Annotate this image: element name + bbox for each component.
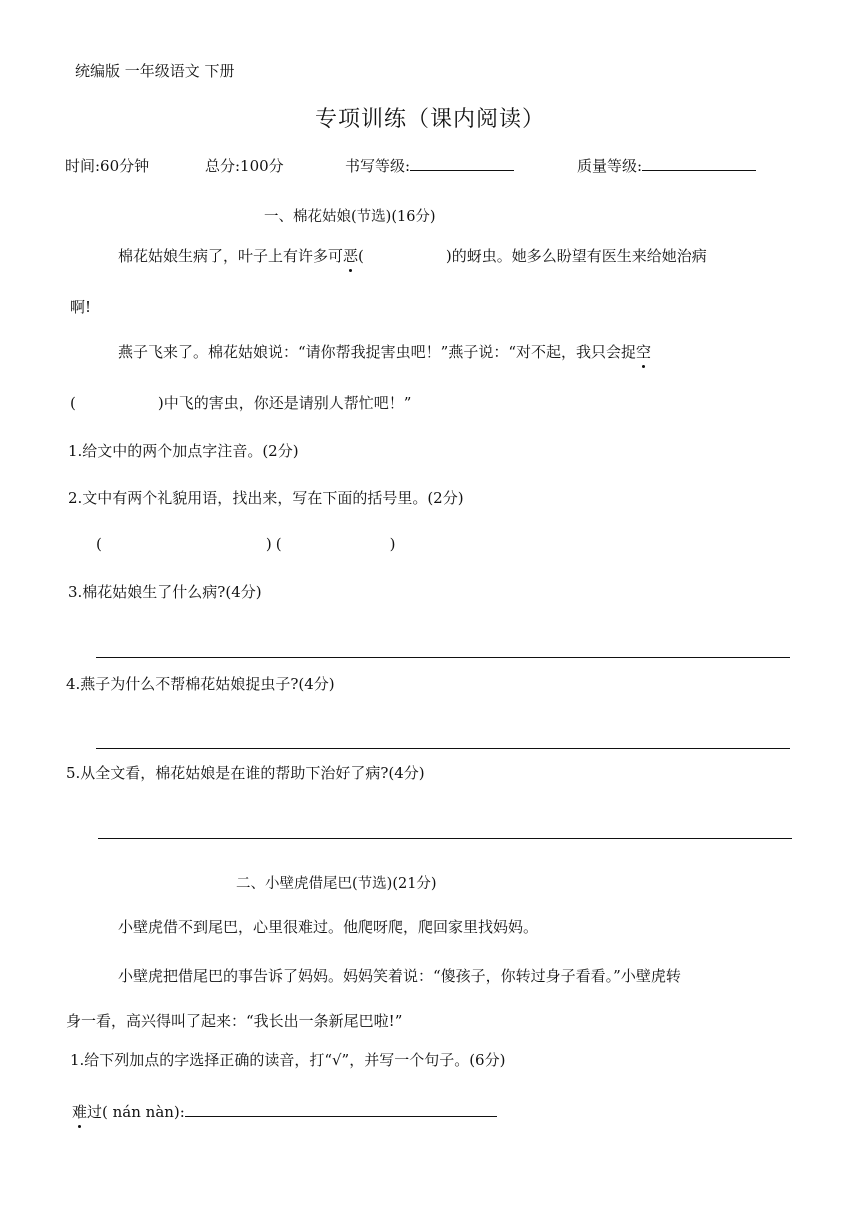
section2-heading: 二、小壁虎借尾巴(节选)(21分): [236, 876, 437, 892]
section1-paragraph1-line2: 啊!: [70, 298, 92, 316]
section1-question1: 1.给文中的两个加点字注音。(2分): [68, 442, 299, 460]
writing-grade-field: [345, 155, 514, 176]
section2-item-nanguo: 难过( nán nàn):: [72, 1101, 497, 1122]
total-score-label: 总分:100分: [205, 157, 284, 175]
section2-paragraph2-line2: 身一看，高兴得叫了起来：“我长出一条新尾巴啦!”: [66, 1012, 403, 1030]
section1-question2: 2.文中有两个礼貌用语，找出来，写在下面的括号里。(2分): [68, 489, 464, 507]
q4-answer-line[interactable]: [96, 748, 790, 749]
edition-label: 统编版 一年级语文 下册: [75, 62, 235, 80]
quality-grade-label: 质量等级:: [577, 157, 643, 175]
q3-answer-line[interactable]: [96, 657, 790, 658]
q2-answer-parens: ( ) ( ): [96, 535, 396, 553]
writing-grade-blank[interactable]: [410, 156, 514, 171]
section1-paragraph1-line1: 棉花姑娘生病了，叶子上有许多可恶( )的蚜虫。她多么盼望有医生来给她治病: [118, 247, 707, 265]
section2-question1: 1.给下列加点的字选择正确的读音，打“√”，并写一个句子。(6分): [70, 1051, 506, 1069]
section1-question3: 3.棉花姑娘生了什么病?(4分): [68, 583, 262, 601]
dotted-char-kong: 空: [636, 343, 652, 361]
dotted-char-nan: 难: [72, 1103, 88, 1121]
writing-grade-label: 书写等级:: [345, 157, 411, 175]
section1-paragraph2-line1: 燕子飞来了。棉花姑娘说：“请你帮我捉害虫吧！”燕子说：“对不起，我只会捉空: [118, 343, 652, 361]
section1-question5: 5.从全文看，棉花姑娘是在谁的帮助下治好了病?(4分): [66, 764, 425, 782]
q5-answer-line[interactable]: [98, 838, 792, 839]
section1-question4: 4.燕子为什么不帮棉花姑娘捉虫子?(4分): [66, 675, 335, 693]
page-title: 专项训练（课内阅读）: [314, 107, 545, 132]
dotted-char-e: 恶: [343, 247, 359, 265]
section2-paragraph1: 小壁虎借不到尾巴，心里很难过。他爬呀爬，爬回家里找妈妈。: [118, 918, 539, 936]
section2-paragraph2-line1: 小壁虎把借尾巴的事告诉了妈妈。妈妈笑着说：“傻孩子，你转过身子看看。”小壁虎转: [118, 967, 681, 985]
section1-paragraph2-line2: ( )中飞的害虫，你还是请别人帮忙吧！”: [70, 394, 412, 412]
time-label: 时间:60分钟: [65, 157, 150, 175]
section1-heading: 一、棉花姑娘(节选)(16分): [264, 209, 436, 225]
quality-grade-field: [577, 155, 756, 176]
quality-grade-blank[interactable]: [642, 156, 756, 171]
nanguo-sentence-blank[interactable]: [185, 1102, 497, 1117]
